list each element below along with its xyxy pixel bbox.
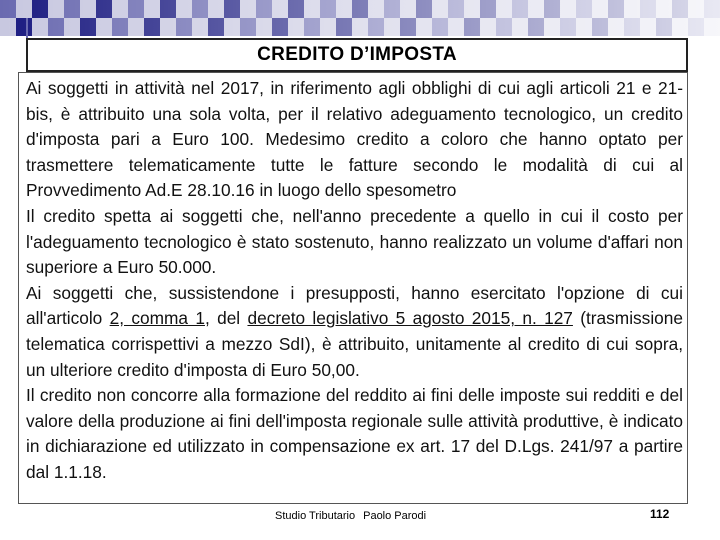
- band-cell: [288, 18, 304, 36]
- band-cell: [352, 18, 368, 36]
- paragraph-3-text-c: (trasmissione telematica corrispettivi a mezzo SdI), è attribuito, unitamente al credito di cui sopra, un ulteriore credito d'imposta di Euro 50,00.: [26, 308, 683, 380]
- band-cell: [544, 18, 560, 36]
- band-cell: [64, 0, 80, 18]
- band-cell: [400, 0, 416, 18]
- band-cell: [48, 18, 64, 36]
- band-cell: [112, 18, 128, 36]
- band-cell: [672, 18, 688, 36]
- band-cell: [608, 18, 624, 36]
- slide-title: CREDITO D’IMPOSTA: [257, 44, 457, 65]
- band-cell: [608, 0, 624, 18]
- page-number: 112: [650, 507, 670, 521]
- slide-body: [26, 76, 683, 486]
- band-cell: [320, 18, 336, 36]
- band-cell: [640, 18, 656, 36]
- paragraph-3: [26, 281, 683, 383]
- band-cell: [576, 18, 592, 36]
- band-cell: [480, 0, 496, 18]
- band-cell: [272, 0, 288, 18]
- band-cell: [624, 18, 640, 36]
- band-cell: [544, 0, 560, 18]
- band-cell: [144, 0, 160, 18]
- band-cell: [160, 0, 176, 18]
- band-cell: [208, 0, 224, 18]
- band-cell: [480, 18, 496, 36]
- band-cell: [48, 0, 64, 18]
- band-cell: [400, 18, 416, 36]
- footer-studio: Studio Tributario: [275, 510, 356, 522]
- header-band: [0, 0, 720, 36]
- band-cell: [112, 0, 128, 18]
- band-cell: [464, 0, 480, 18]
- band-cell: [336, 0, 352, 18]
- band-cell: [528, 18, 544, 36]
- band-cell: [688, 0, 704, 18]
- band-cell: [320, 0, 336, 18]
- paragraph-1: Ai soggetti in attività nel 2017, in riferimento agli obblighi di cui agli articoli 21 e 21-bis, è attribuito una sola volta, per il relativo adeguamento tecnologico, un credito d'imposta pari a Euro 100. Medesimo credito a coloro che hanno optato per trasmettere telematicamente tutte le fatture secondo le modalità di cui al Provvedimento Ad.E 28.10.16 in luogo dello spesometro: [26, 78, 683, 201]
- band-cell: [384, 18, 400, 36]
- band-cell: [384, 0, 400, 18]
- band-cell: [0, 0, 16, 18]
- band-cell: [496, 18, 512, 36]
- band-cell: [704, 18, 720, 36]
- band-cell: [96, 0, 112, 18]
- band-cell: [176, 0, 192, 18]
- band-cell: [464, 18, 480, 36]
- band-cell: [704, 0, 720, 18]
- band-cell: [16, 0, 32, 18]
- title-box: [26, 38, 688, 72]
- band-cell: [560, 0, 576, 18]
- band-cell: [144, 18, 160, 36]
- band-cell: [240, 18, 256, 36]
- band-cell: [560, 18, 576, 36]
- link-article-2-comma-1[interactable]: 2, comma 1: [109, 308, 205, 329]
- band-cell: [0, 18, 16, 36]
- band-cell: [576, 0, 592, 18]
- band-cell: [272, 18, 288, 36]
- band-cell: [208, 18, 224, 36]
- band-cell: [336, 18, 352, 36]
- footer-author: [275, 510, 434, 522]
- paragraph-4: Il credito non concorre alla formazione del reddito ai fini delle imposte sui redditi e del valore della produzione ai fini dell'imposta regionale sulle attività produttive, è indicato in dichiarazione ed utilizzato in compensazione ex art. 17 del D.Lgs. 241/97 a partire dal 1.1.18.: [26, 385, 683, 482]
- band-cell: [416, 18, 432, 36]
- band-cell: [368, 0, 384, 18]
- band-cell: [592, 18, 608, 36]
- band-cell: [160, 18, 176, 36]
- band-cell: [448, 0, 464, 18]
- band-cell: [416, 0, 432, 18]
- band-cell: [128, 0, 144, 18]
- paragraph-2: Il credito spetta ai soggetti che, nell'anno precedente a quello in cui il costo per l'adeguamento tecnologico è stato sostenuto, hanno realizzato un volume d'affari non superiore a Euro 50.000.: [26, 205, 683, 278]
- band-cell: [240, 0, 256, 18]
- band-cell: [80, 0, 96, 18]
- band-cell: [352, 0, 368, 18]
- band-cell: [16, 18, 32, 36]
- band-cell: [128, 18, 144, 36]
- band-cell: [624, 0, 640, 18]
- band-cell: [304, 0, 320, 18]
- band-cell: [432, 0, 448, 18]
- band-cell: [176, 18, 192, 36]
- link-dlgs-127-2015[interactable]: decreto legislativo 5 agosto 2015, n. 127: [247, 308, 573, 329]
- band-cell: [656, 0, 672, 18]
- band-cell: [192, 0, 208, 18]
- band-cell: [592, 0, 608, 18]
- band-cell: [32, 0, 48, 18]
- band-cell: [528, 0, 544, 18]
- band-cell: [224, 18, 240, 36]
- band-cell: [688, 18, 704, 36]
- paragraph-3-text-a: Ai soggetti che, sussistendone i presupposti, hanno esercitato l'opzione di cui all'articolo: [26, 282, 683, 329]
- band-cell: [96, 18, 112, 36]
- band-cell: [512, 0, 528, 18]
- band-cell: [32, 18, 48, 36]
- band-cell: [656, 18, 672, 36]
- band-cell: [192, 18, 208, 36]
- footer-name: Paolo Parodi: [363, 510, 427, 522]
- band-cell: [256, 18, 272, 36]
- band-cell: [256, 0, 272, 18]
- band-cell: [64, 18, 80, 36]
- band-cell: [640, 0, 656, 18]
- band-cell: [672, 0, 688, 18]
- band-cell: [432, 18, 448, 36]
- band-cell: [448, 18, 464, 36]
- band-cell: [368, 18, 384, 36]
- paragraph-3-text-b: , del: [204, 308, 248, 329]
- band-cell: [80, 18, 96, 36]
- band-cell: [496, 0, 512, 18]
- band-cell: [288, 0, 304, 18]
- band-cell: [224, 0, 240, 18]
- band-cell: [512, 18, 528, 36]
- band-cell: [304, 18, 320, 36]
